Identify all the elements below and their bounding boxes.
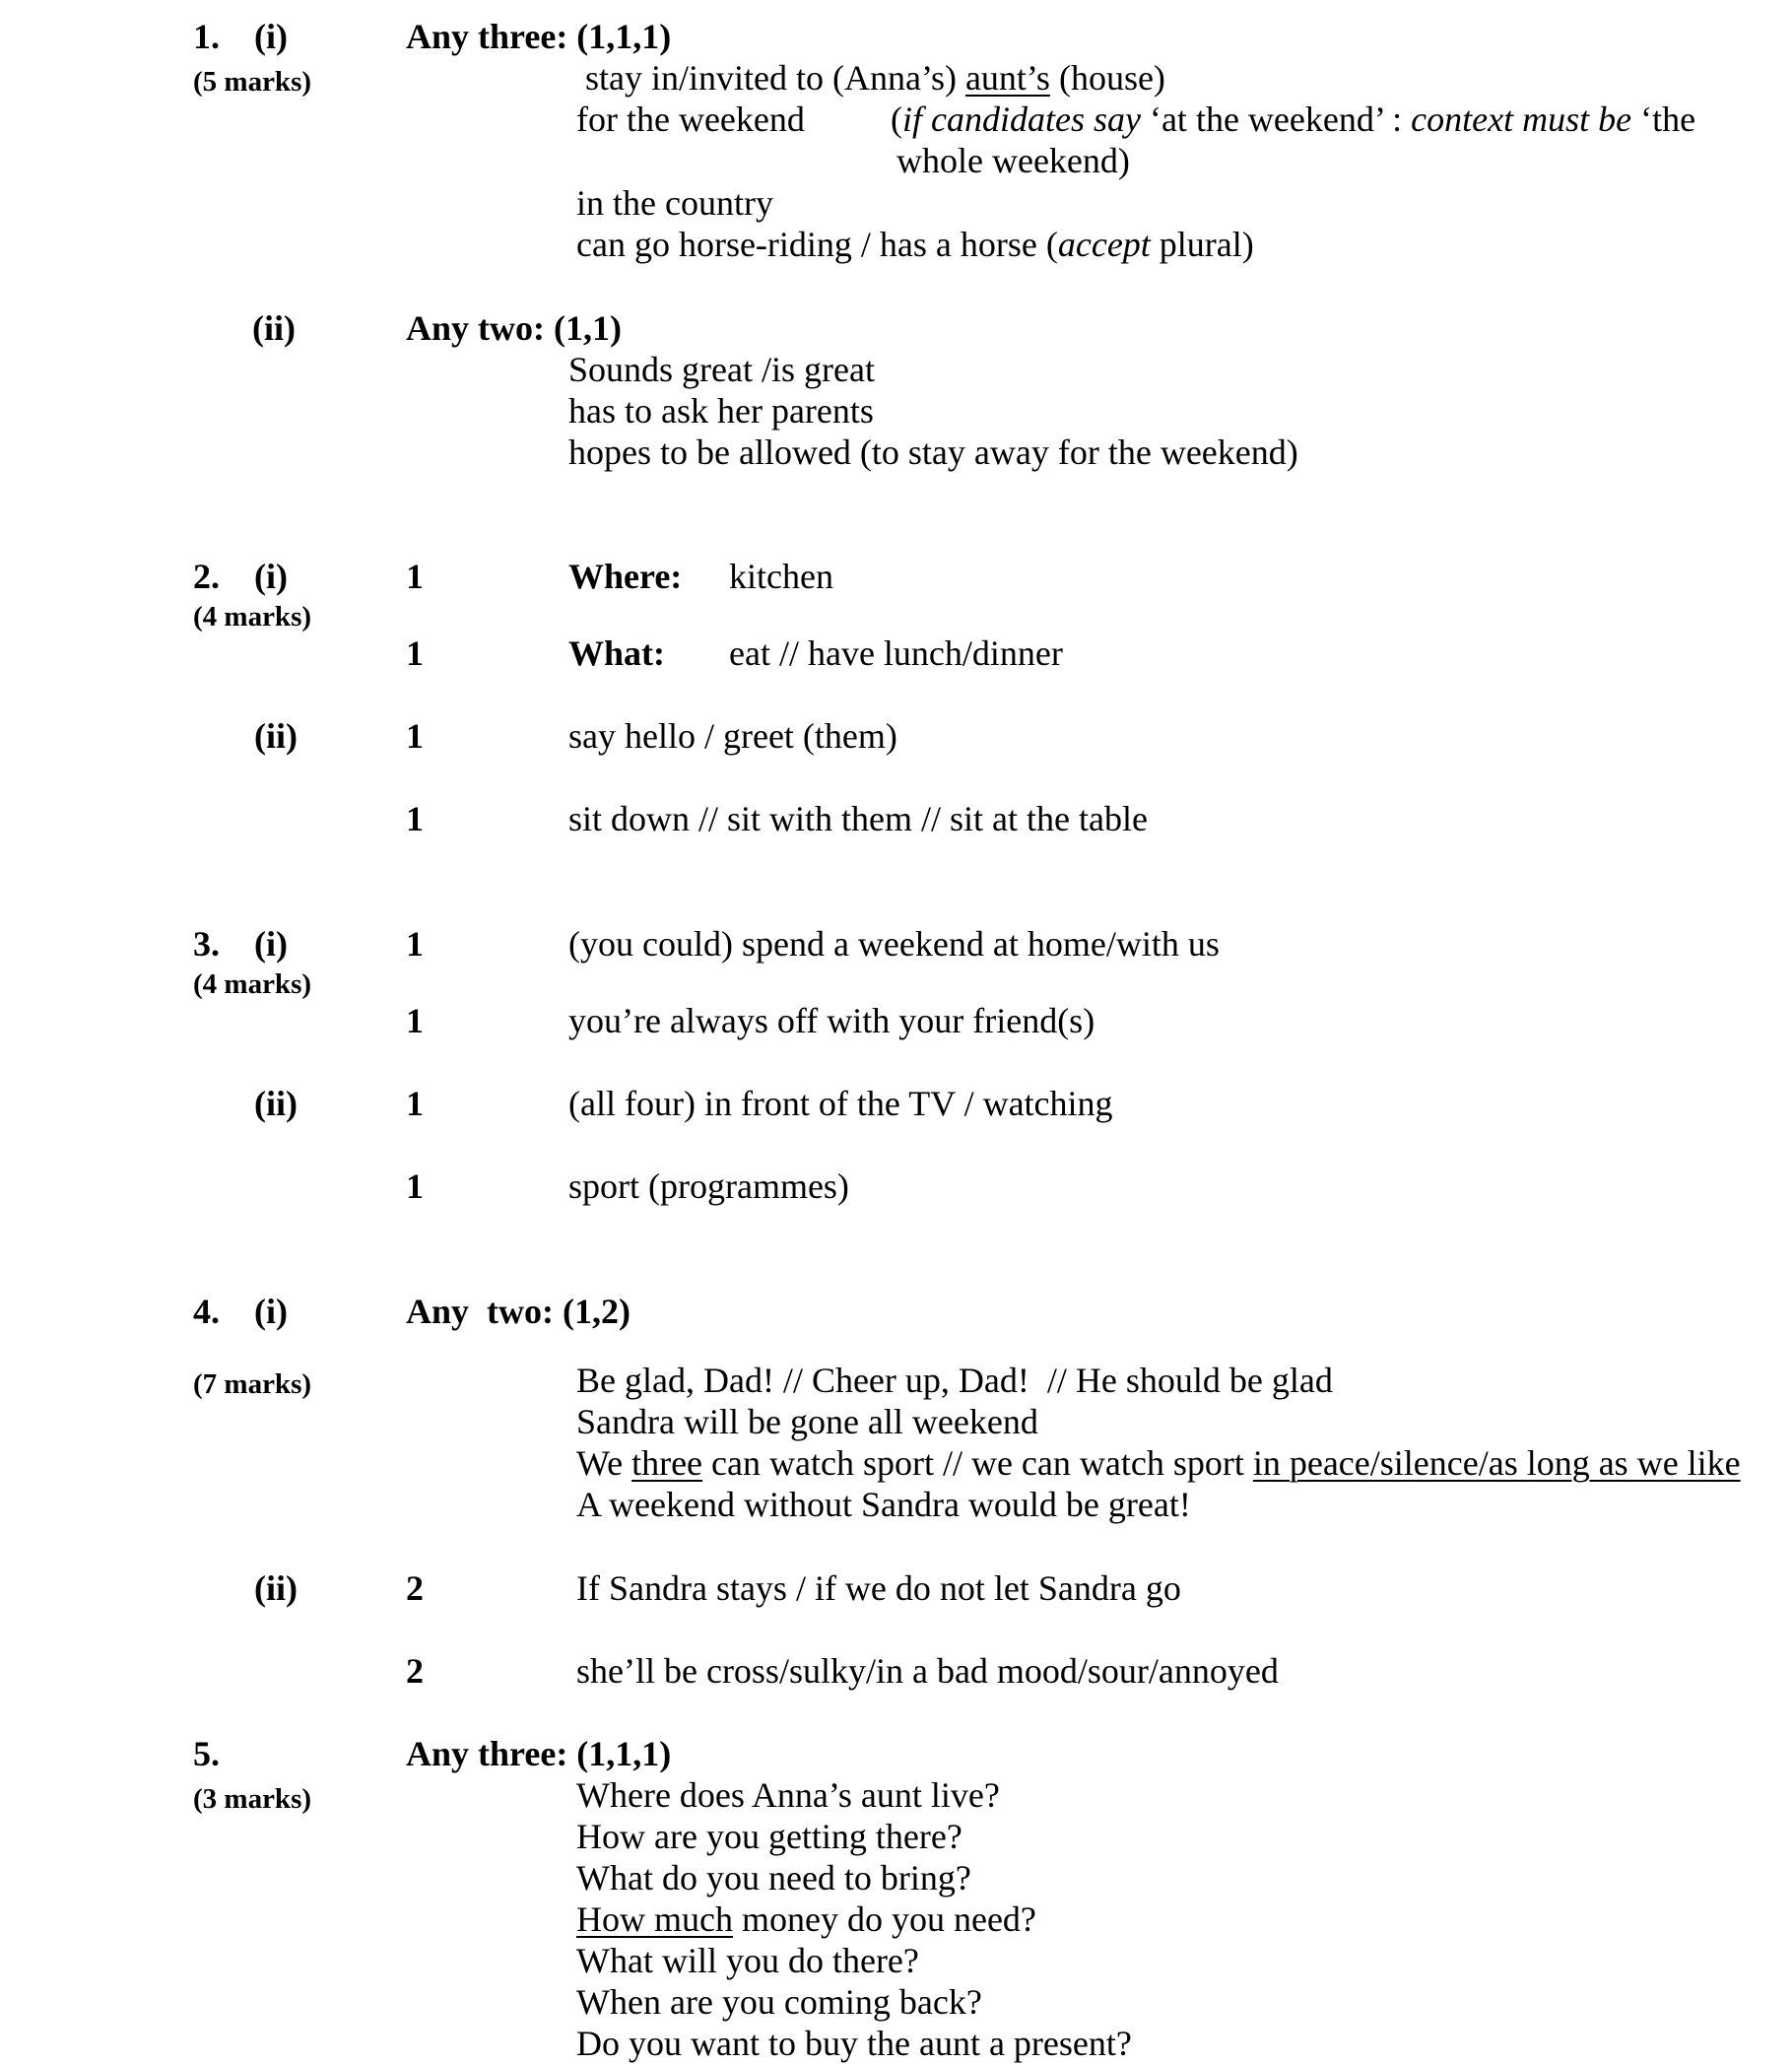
q1-note-open: ( [891,100,902,139]
q1-number: 1. [193,17,220,56]
q1-answer-3: in the country [576,183,773,223]
q4-number: 4. [193,1292,220,1331]
q1-answer-4 [576,224,1254,265]
q3-part-i: (i) [254,924,288,964]
q4-answer-3 [576,1442,1741,1484]
q5-answer-5: What will you do there? [576,1941,919,1980]
q2-mark-3: 1 [406,716,424,756]
q3-mark-1: 1 [406,924,424,964]
q5-header: Any three: (1,1,1) [406,1734,672,1773]
q3-answer-2: you’re always off with your friend(s) [568,1001,1095,1040]
q1-note-italic-2: context must be [1411,100,1632,139]
q3-answer-1: (you could) spend a weekend at home/with us [568,924,1220,964]
q4-part-i: (i) [254,1292,288,1331]
q3-mark-4: 1 [406,1166,424,1206]
q2-mark-2: 1 [406,633,424,673]
q4-answer-3-a: We [576,1443,624,1483]
q2-where-label: Where: [568,557,683,596]
q4-answer-3-underlined-2: in peace/silence/as long as we like [1252,1443,1741,1483]
q1-header-i: Any three: (1,1,1) [406,17,672,56]
q2-marks: (4 marks) [193,601,312,633]
q5-number: 5. [193,1734,220,1773]
q3-number: 3. [193,924,220,964]
q2-where-value: kitchen [729,557,833,596]
q4-answer-3-b: can watch sport // we can watch sport [711,1443,1244,1483]
q3-part-ii: (ii) [254,1084,298,1123]
q1-answer-1-underlined: aunt’s [964,58,1050,98]
q5-marks: (3 marks) [193,1783,312,1815]
q1-answer-1-pre: stay in/invited to (Anna’s) [585,58,957,98]
q5-answer-4-post: money do you need? [741,1899,1036,1939]
q4-answer-4: A weekend without Sandra would be great! [576,1485,1191,1524]
q1-answer-4-italic: accept [1057,225,1151,264]
q1-answer-1 [585,57,1165,99]
q3-mark-2: 1 [406,1001,424,1040]
q1-header-ii: Any two: (1,1) [406,308,622,348]
q1-note-italic-1: if candidates say [902,100,1141,139]
q4-header-i: Any two: (1,2) [406,1292,631,1331]
q5-answer-7: Do you want to buy the aunt a present? [576,2024,1132,2063]
q1-part-ii: (ii) [252,308,296,348]
q4-mark-1: 2 [406,1568,424,1608]
q4-answer-1: Be glad, Dad! // Cheer up, Dad! // He should be glad [576,1361,1333,1400]
q2-mark-1: 1 [406,557,424,596]
q1-ii-answer-2: has to ask her parents [568,391,874,431]
q4-ii-answer-1: If Sandra stays / if we do not let Sandra go [576,1568,1181,1608]
q4-part-ii: (ii) [254,1568,298,1608]
q2-mark-4: 1 [406,799,424,838]
q1-note [891,99,1695,140]
q4-answer-3-underlined-1: three [631,1443,703,1483]
q2-ii-answer-1: say hello / greet (them) [568,716,897,756]
q5-answer-1: Where does Anna’s aunt live? [576,1775,1000,1815]
q3-mark-3: 1 [406,1084,424,1123]
q3-answer-3: (all four) in front of the TV / watching [568,1084,1113,1123]
q2-part-i: (i) [254,557,288,596]
q1-answer-2: for the weekend [576,100,805,139]
q2-part-ii: (ii) [254,716,298,756]
q5-answer-3: What do you need to bring? [576,1858,971,1898]
q2-number: 2. [193,557,220,596]
q1-marks: (5 marks) [193,66,312,98]
q5-answer-4 [576,1898,1036,1940]
q1-answer-4-post: plural) [1159,225,1254,264]
q1-note-the: ‘the [1640,100,1696,139]
q4-mark-2: 2 [406,1651,424,1691]
q1-ii-answer-3: hopes to be allowed (to stay away for the weekend) [568,433,1298,472]
q4-answer-2: Sandra will be gone all weekend [576,1402,1038,1441]
q5-answer-4-underlined: How much [576,1899,733,1939]
q1-part-i: (i) [254,17,288,56]
q4-ii-answer-2: she’ll be cross/sulky/in a bad mood/sour/annoyed [576,1651,1279,1691]
q2-what-value: eat // have lunch/dinner [729,633,1063,673]
q1-note-quote: ‘at the weekend’ : [1149,100,1403,139]
q2-ii-answer-2: sit down // sit with them // sit at the table [568,799,1148,838]
q1-answer-4-pre: can go horse-riding / has a horse ( [576,225,1058,264]
q3-answer-4: sport (programmes) [568,1166,849,1206]
q1-answer-1-post: (house) [1058,58,1165,98]
q5-answer-6: When are you coming back? [576,1982,982,2022]
q3-marks: (4 marks) [193,968,312,1000]
q4-marks: (7 marks) [193,1368,312,1400]
q5-answer-2: How are you getting there? [576,1817,962,1856]
q1-note-line-2: whole weekend) [896,141,1130,180]
q1-ii-answer-1: Sounds great /is great [568,350,875,389]
q2-what-label: What: [568,633,665,673]
